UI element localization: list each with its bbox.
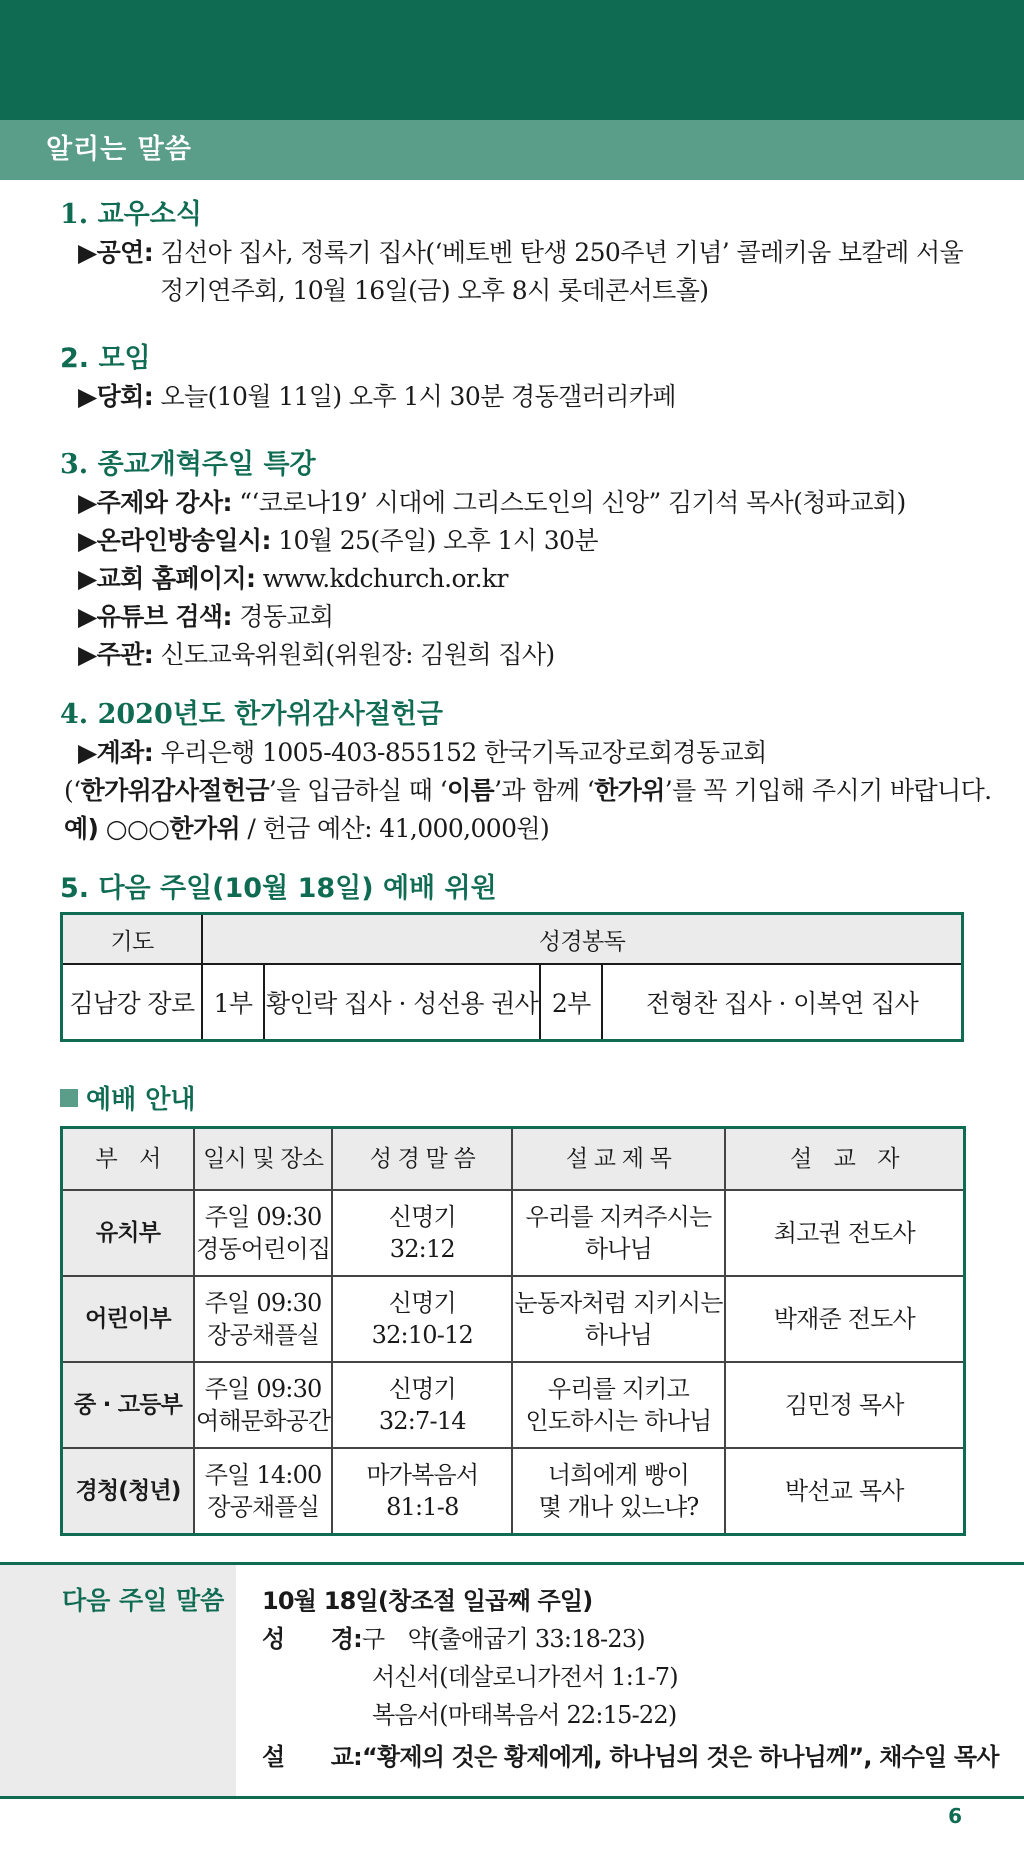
square-bullet-icon bbox=[60, 1089, 78, 1107]
scripture-ot: 구 약(출애굽기 33:18-23) bbox=[362, 1625, 645, 1653]
meeting-label: ▶당회: bbox=[78, 382, 154, 411]
time-cell: 주일 14:00 장공채플실 bbox=[194, 1448, 332, 1535]
committee-head-prayer: 기도 bbox=[62, 914, 203, 965]
lecture-item-label: ▶주관: bbox=[78, 640, 154, 669]
scripture-row bbox=[262, 1620, 1002, 1658]
offering-account-text: 우리은행 1005-403-855152 한국기독교장로회경동교회 bbox=[153, 738, 767, 767]
scripture-key: 성 경: bbox=[262, 1625, 362, 1653]
preacher-cell: 박재준 전도사 bbox=[725, 1276, 965, 1362]
offering-label: ▶계좌: bbox=[78, 738, 154, 767]
lecture-item-text: 10월 25(주일) 오후 1시 30분 bbox=[270, 526, 598, 555]
sermon-title-cell: 우리를 지켜주시는 하나님 bbox=[512, 1190, 724, 1276]
column-header: 성 경 말 씀 bbox=[332, 1128, 512, 1191]
top-band bbox=[0, 0, 1024, 120]
scripture-cell: 신명기 32:12 bbox=[332, 1190, 512, 1276]
next-sunday-body bbox=[262, 1582, 1002, 1776]
lecture-item bbox=[60, 636, 980, 674]
worship-guide-table bbox=[60, 1126, 966, 1536]
table-row bbox=[62, 1362, 965, 1448]
scripture-cell: 신명기 32:7-14 bbox=[332, 1362, 512, 1448]
homepage-url[interactable]: www.kdchurch.or.kr bbox=[255, 564, 508, 593]
section-title-offering: 4. 2020년도 한가위감사절헌금 bbox=[60, 699, 443, 730]
lecture-item-label: ▶유튜브 검색: bbox=[78, 602, 232, 631]
preacher-cell: 최고권 전도사 bbox=[725, 1190, 965, 1276]
column-header: 부 서 bbox=[62, 1128, 195, 1191]
page-title: 알리는 말씀 bbox=[0, 120, 1024, 180]
lecture-item-label: ▶온라인방송일시: bbox=[78, 526, 271, 555]
table-row bbox=[62, 1276, 965, 1362]
scripture-cell: 신명기 32:10-12 bbox=[332, 1276, 512, 1362]
preacher-cell: 김민정 목사 bbox=[725, 1362, 965, 1448]
scripture-gospel: 복음서(마태복음서 22:15-22) bbox=[372, 1701, 677, 1729]
time-cell: 주일 09:30 장공채플실 bbox=[194, 1276, 332, 1362]
column-header: 설 교 제 목 bbox=[512, 1128, 724, 1191]
section-title-worship-committee: 5. 다음 주일(10월 18일) 예배 위원 bbox=[60, 873, 497, 904]
dept-cell: 유치부 bbox=[62, 1190, 195, 1276]
lecture-item bbox=[60, 484, 980, 522]
committee-part-2-names: 전형찬 집사 · 이복연 집사 bbox=[602, 964, 962, 1041]
lecture-item-text: 경동교회 bbox=[231, 602, 334, 631]
lecture-item bbox=[60, 522, 980, 560]
committee-part-1: 1부 bbox=[202, 964, 264, 1041]
section-title-meeting: 2. 모임 bbox=[60, 343, 151, 374]
news-text-2: 정기연주회, 10월 16일(금) 오후 8시 롯데콘서트홀) bbox=[160, 276, 709, 305]
next-sunday-date: 10월 18일(창조절 일곱째 주일) bbox=[262, 1587, 593, 1615]
table-row bbox=[62, 1448, 965, 1535]
time-cell: 주일 09:30 여해문화공간 bbox=[194, 1362, 332, 1448]
worship-guide-title: 예배 안내 bbox=[60, 1080, 980, 1120]
meeting-text: 오늘(10월 11일) 오후 1시 30분 경동갤러리카페 bbox=[153, 382, 676, 411]
column-header: 일시 및 장소 bbox=[194, 1128, 332, 1191]
committee-prayer: 김남강 장로 bbox=[62, 964, 203, 1041]
committee-part-2: 2부 bbox=[540, 964, 602, 1041]
next-sunday-label: 다음 주일 말씀 bbox=[62, 1586, 225, 1615]
lecture-item-text: “‘코로나19’ 시대에 그리스도인의 신앙” 김기석 목사(청파교회) bbox=[231, 488, 906, 517]
page-number: 6 bbox=[948, 1804, 962, 1828]
committee-head-reading: 성경봉독 bbox=[202, 914, 963, 965]
sermon-title-cell: 눈동자처럼 지키시는 하나님 bbox=[512, 1276, 724, 1362]
lecture-item bbox=[60, 560, 980, 598]
lecture-item bbox=[60, 598, 980, 636]
dept-cell: 어린이부 bbox=[62, 1276, 195, 1362]
scripture-epistle: 서신서(데살로니가전서 1:1-7) bbox=[372, 1663, 678, 1691]
divider bbox=[0, 1796, 1024, 1799]
dept-cell: 경청(청년) bbox=[62, 1448, 195, 1535]
news-line bbox=[60, 234, 980, 272]
column-header: 설 교 자 bbox=[725, 1128, 965, 1191]
scripture-cell: 마가복음서 81:1-8 bbox=[332, 1448, 512, 1535]
section-title-lecture: 3. 종교개혁주일 특강 bbox=[60, 449, 316, 480]
lecture-item-text: 신도교육위원회(위원장: 김원희 집사) bbox=[153, 640, 555, 669]
committee-part-1-names: 황인락 집사 · 성선용 권사 bbox=[264, 964, 540, 1041]
sermon-title: “황제의 것은 황제에게, 하나님의 것은 하나님께”, 채수일 목사 bbox=[362, 1743, 999, 1771]
time-cell: 주일 09:30 경동어린이집 bbox=[194, 1190, 332, 1276]
offering-note: (‘한가위감사절헌금’을 입금하실 때 ‘이름’과 함께 ‘한가위’를 꼭 기입해 주시기 바랍니다. bbox=[64, 776, 992, 805]
sermon-row bbox=[262, 1738, 1002, 1776]
lecture-item-label: ▶주제와 강사: bbox=[78, 488, 232, 517]
preacher-cell: 박선교 목사 bbox=[725, 1448, 965, 1535]
announcements bbox=[60, 196, 992, 1536]
offering-account bbox=[60, 734, 980, 772]
table-header-row bbox=[62, 1128, 965, 1191]
table-row bbox=[62, 1190, 965, 1276]
committee-table bbox=[60, 912, 964, 1042]
lecture-item-label: ▶교회 홈페이지: bbox=[78, 564, 256, 593]
news-label: ▶공연: bbox=[78, 238, 154, 267]
sermon-key: 설 교: bbox=[262, 1743, 362, 1771]
meeting-line bbox=[60, 378, 980, 416]
dept-cell: 중 · 고등부 bbox=[62, 1362, 195, 1448]
offering-example: 예) ○○○한가위 / 헌금 예산: 41,000,000원) bbox=[64, 814, 550, 843]
sermon-title-cell: 너희에게 빵이 몇 개나 있느냐? bbox=[512, 1448, 724, 1535]
news-text-1: 김선아 집사, 정록기 집사(‘베토벤 탄생 250주년 기념’ 콜레키움 보칼레 서울 bbox=[153, 238, 964, 267]
sermon-title-cell: 우리를 지키고 인도하시는 하나님 bbox=[512, 1362, 724, 1448]
section-title-news: 1. 교우소식 bbox=[60, 199, 202, 230]
